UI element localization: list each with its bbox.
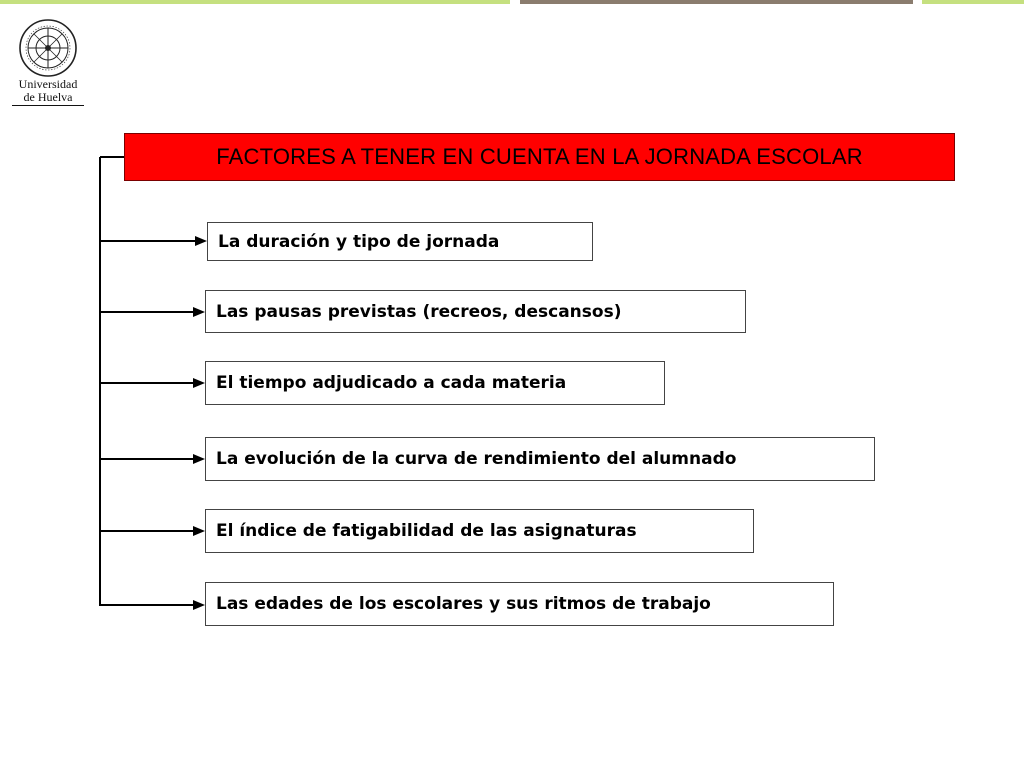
- factor-label: El índice de fatigabilidad de las asignaturas: [216, 521, 637, 541]
- factor-box: [205, 582, 834, 626]
- logo-line-2: de Huelva: [12, 91, 84, 106]
- factor-box: [205, 361, 665, 405]
- factor-box: [205, 509, 754, 553]
- connector-arrow: [100, 236, 207, 246]
- factor-label: La duración y tipo de jornada: [218, 231, 500, 252]
- connector-arrow: [100, 378, 205, 388]
- factor-label: La evolución de la curva de rendimiento del alumnado: [216, 449, 737, 469]
- factor-box: [205, 437, 875, 481]
- connector-arrow: [100, 600, 205, 610]
- factor-box: [207, 222, 593, 261]
- connector-arrow: [100, 307, 205, 317]
- diagram-title-box: [124, 133, 955, 181]
- factor-label: El tiempo adjudicado a cada materia: [216, 373, 567, 393]
- connector-arrow: [100, 526, 205, 536]
- factor-label: Las edades de los escolares y sus ritmos de trabajo: [216, 594, 711, 614]
- logo-line-1: Universidad: [18, 77, 78, 91]
- factor-label: Las pausas previstas (recreos, descansos): [216, 301, 622, 322]
- diagram-title: FACTORES A TENER EN CUENTA EN LA JORNADA ESCOLAR: [216, 144, 863, 169]
- connector-arrow: [100, 454, 205, 464]
- factor-box: [205, 290, 746, 333]
